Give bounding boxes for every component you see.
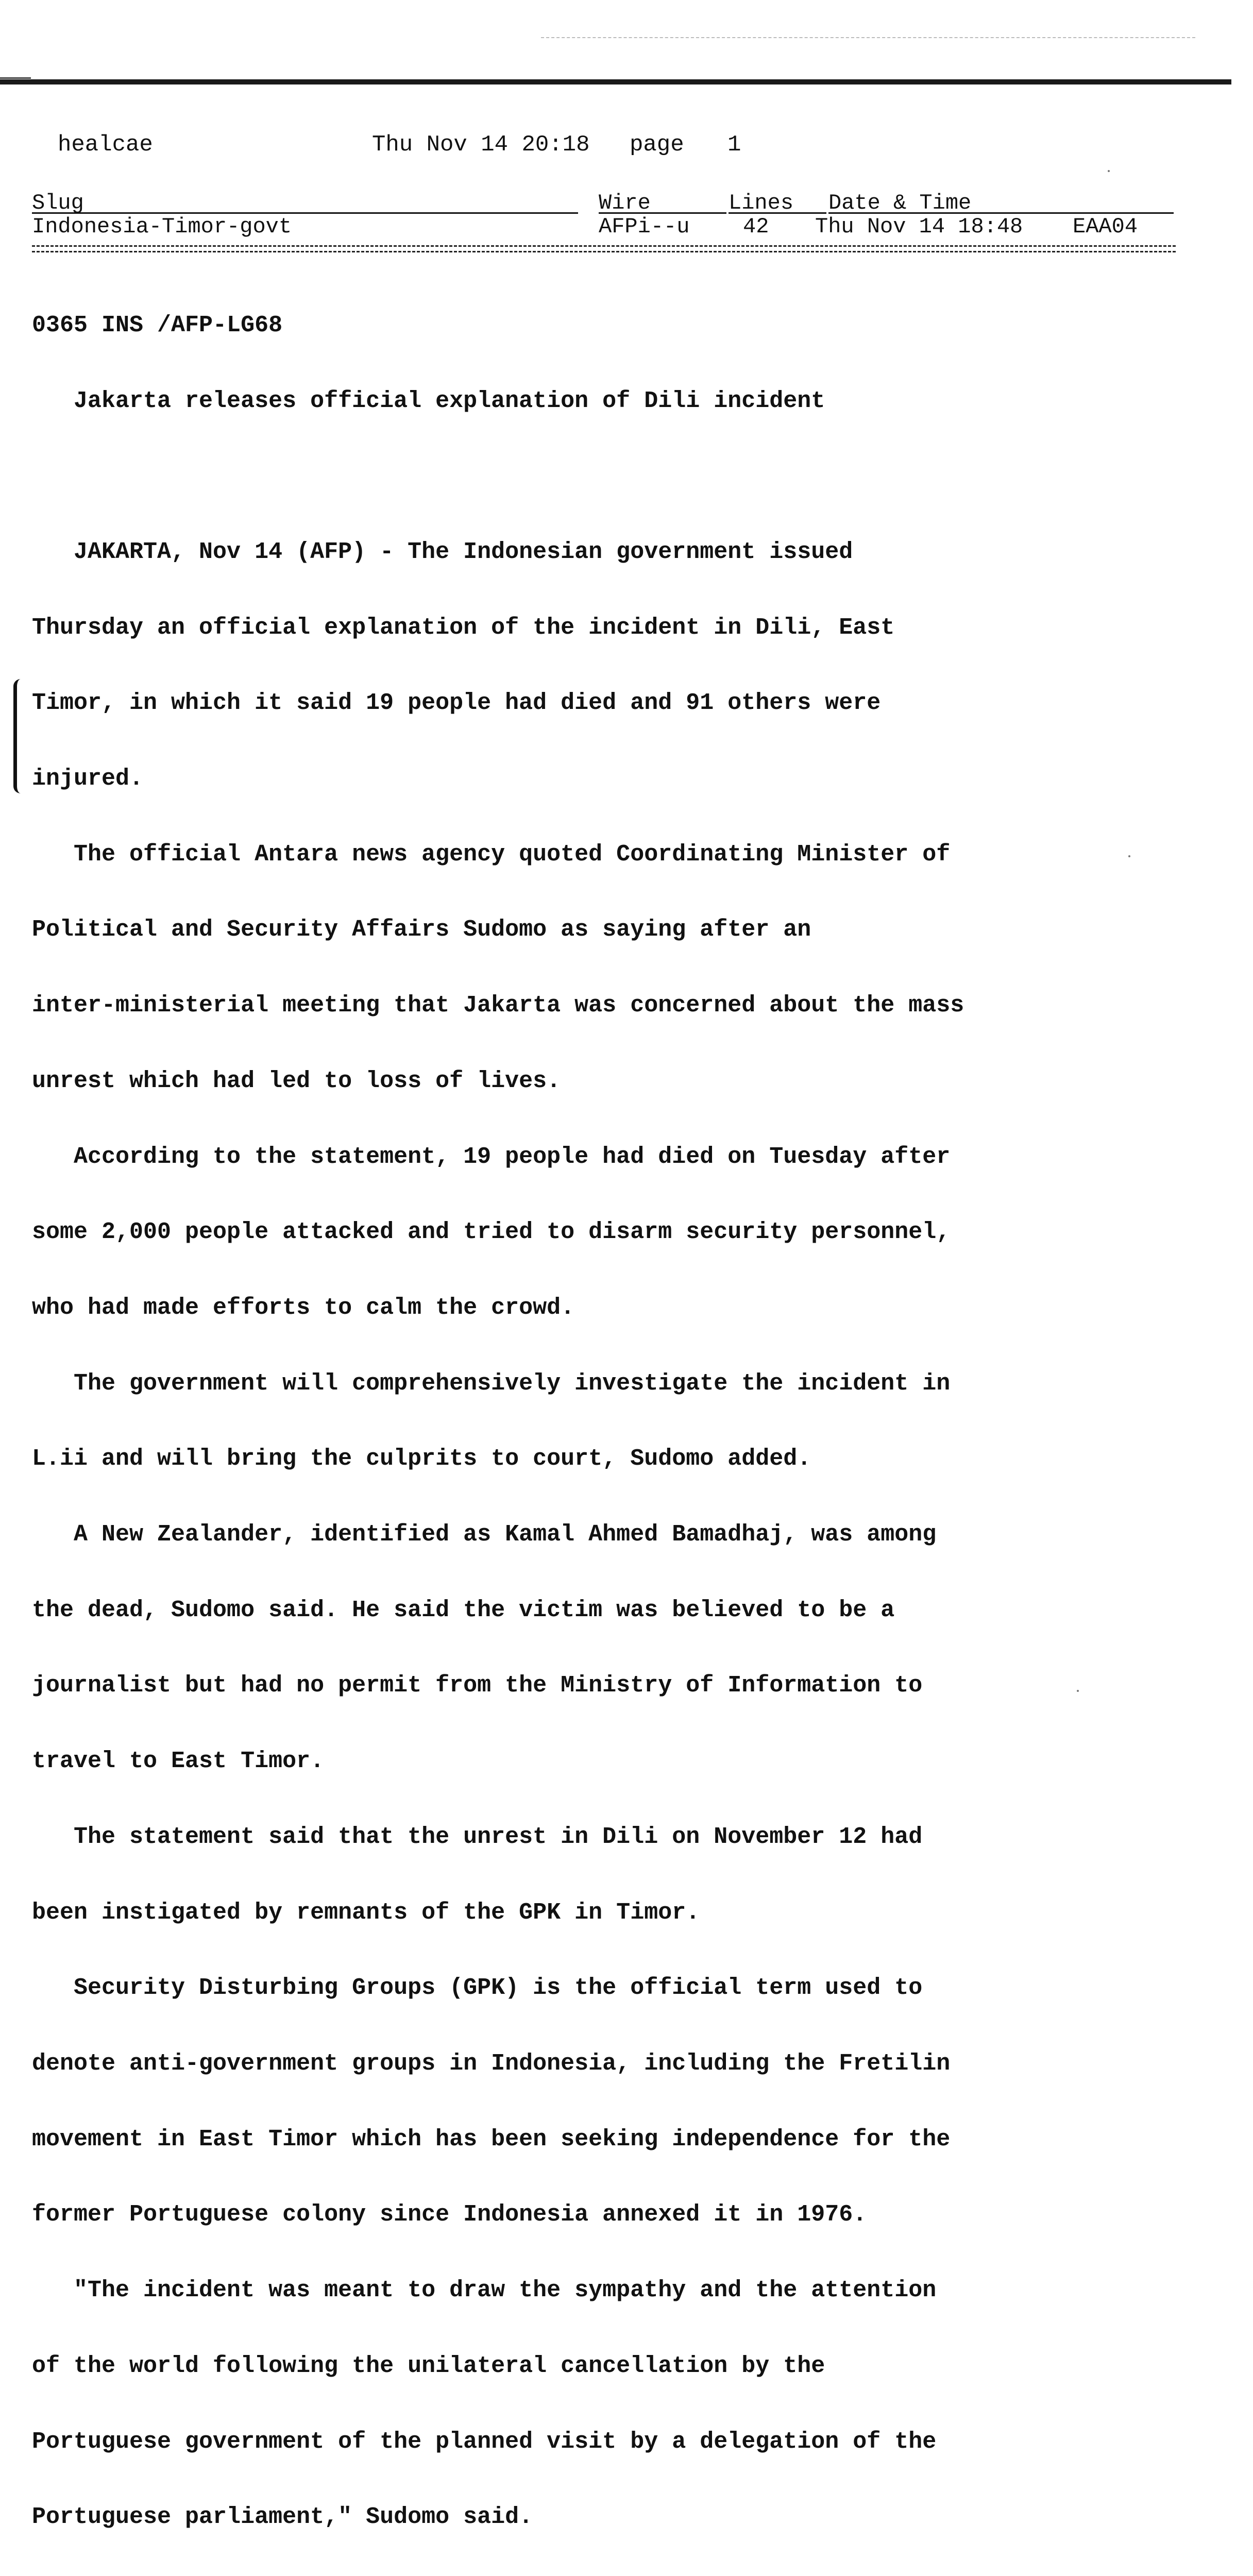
- story-line: injured.: [32, 766, 144, 792]
- record-datetime: Thu Nov 14 18:48: [815, 214, 1023, 239]
- record-code: EAA04: [1073, 214, 1138, 239]
- story-line: travel to East Timor.: [32, 1748, 325, 1775]
- story-line: The government will comprehensively investigate the incident in: [32, 1370, 951, 1397]
- story-line: some 2,000 people attacked and tried to disarm security personnel,: [32, 1219, 951, 1246]
- column-datetime: Date & Time: [828, 191, 972, 215]
- story-line: Thursday an official explanation of the incident in Dili, East: [32, 614, 895, 641]
- header-datetime: Thu Nov 14 20:18: [372, 132, 590, 158]
- story-line: journalist but had no permit from the Ministry of Information to: [32, 1672, 923, 1699]
- story-line: Timor, in which it said 19 people had died and 91 others were: [32, 690, 881, 717]
- record-row: [32, 214, 1176, 238]
- scan-artifact-dashes: [541, 37, 1195, 38]
- story-line: L.ii and will bring the culprits to court, Sudomo added.: [32, 1446, 811, 1472]
- scan-speck: [1108, 170, 1110, 172]
- header-user: healcae: [58, 132, 153, 158]
- story-line: The official Antara news agency quoted Coordinating Minister of: [32, 841, 951, 868]
- lines-underline: [729, 212, 826, 214]
- story-line: unrest which had led to loss of lives.: [32, 1067, 561, 1094]
- wire-metadata: [32, 191, 1176, 238]
- record-wire: AFPi--u: [599, 214, 690, 239]
- record-slug: Indonesia-Timor-govt: [32, 214, 292, 239]
- datetime-underline: [828, 212, 1174, 214]
- story-line: "The incident was meant to draw the sympathy and the attention: [32, 2277, 937, 2304]
- story-line: former Portuguese colony since Indonesia annexed it in 1976.: [32, 2201, 867, 2228]
- column-lines: Lines: [729, 191, 794, 215]
- scan-artifact-tick: [0, 77, 31, 79]
- story-line: who had made efforts to calm the crowd.: [32, 1294, 575, 1321]
- story-body: [32, 263, 1191, 2576]
- column-wire: Wire: [599, 191, 651, 215]
- story-line: movement in East Timor which has been seeking independence for the: [32, 2126, 951, 2153]
- separator-rule: [32, 245, 1176, 252]
- story-line: Political and Security Affairs Sudomo as saying after an: [32, 917, 811, 943]
- slug-underline: [32, 212, 578, 214]
- column-slug: Slug: [32, 191, 84, 215]
- top-rule: [0, 79, 1231, 84]
- story-line: of the world following the unilateral cancellation by the: [32, 2352, 825, 2379]
- story-line: the dead, Sudomo said. He said the victim was believed to be a: [32, 1597, 895, 1623]
- story-line: JAKARTA, Nov 14 (AFP) - The Indonesian government issued: [32, 538, 853, 565]
- scan-speck: [1128, 855, 1130, 857]
- story-line: [32, 464, 1191, 489]
- story-line: inter-ministerial meeting that Jakarta was concerned about the mass: [32, 992, 964, 1019]
- story-line: 0365 INS /AFP-LG68: [32, 312, 283, 338]
- header-page-number: 1: [727, 132, 741, 158]
- story-headline: Jakarta releases official explanation of Dili incident: [32, 387, 825, 414]
- story-line: According to the statement, 19 people had died on Tuesday after: [32, 1143, 951, 1170]
- column-headers: [32, 191, 1176, 214]
- wire-underline: [599, 212, 726, 214]
- story-line: Security Disturbing Groups (GPK) is the official term used to: [32, 1975, 923, 2002]
- margin-bracket-mark: [13, 679, 28, 793]
- story-line: A New Zealander, identified as Kamal Ahmed Bamadhaj, was among: [32, 1521, 937, 1548]
- header-page-label: page: [630, 132, 684, 158]
- scan-speck: [1077, 1690, 1079, 1692]
- story-line: Portuguese parliament," Sudomo said.: [32, 2504, 533, 2531]
- story-line: The statement said that the unrest in Dili on November 12 had: [32, 1823, 923, 1850]
- story-line: denote anti-government groups in Indonesia, including the Fretilin: [32, 2050, 951, 2077]
- story-line: Portuguese government of the planned visit by a delegation of the: [32, 2428, 937, 2455]
- record-lines: 42: [743, 214, 769, 239]
- story-line: been instigated by remnants of the GPK in Timor.: [32, 1899, 700, 1926]
